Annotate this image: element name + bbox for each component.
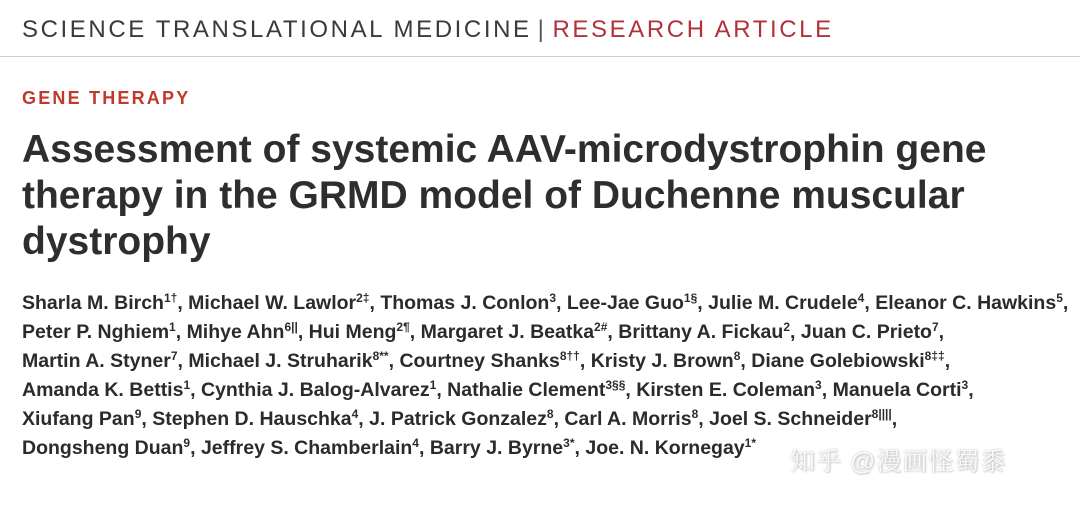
author-name: Nathalie Clement	[447, 379, 606, 401]
author-name: Hui Meng	[308, 321, 397, 343]
author-affiliation-mark: 1†	[163, 291, 178, 305]
author-name: Diane Golebiowski	[751, 350, 925, 372]
title-line: therapy in the GRMD model of Duchenne muscular	[22, 174, 965, 217]
author-affiliation-mark: 8**	[372, 349, 389, 363]
author-affiliation-mark: 3*	[563, 436, 575, 450]
author-name: Eleanor C. Hawkins	[875, 292, 1057, 314]
author-affiliation-mark: 9	[183, 436, 191, 450]
author-entry: Sharla M. Birch$^{1\dagger}$,	[22, 291, 183, 314]
article-type: RESEARCH ARTICLE	[552, 16, 834, 43]
author-entry: Juan C. Prieto$^7$,	[800, 320, 945, 343]
author-affiliation-mark: 7	[931, 320, 939, 334]
journal-header	[22, 14, 834, 46]
author-name: Margaret J. Beatka	[420, 321, 595, 343]
author-name: Kirsten E. Coleman	[636, 379, 816, 401]
section-label: GENE THERAPY	[22, 88, 191, 108]
author-affiliation-mark: 3	[961, 378, 969, 392]
author-affiliation-mark: 1§	[683, 291, 698, 305]
author-entry: Carl A. Morris$^8$,	[564, 407, 704, 430]
author-name: Courtney Shanks	[399, 350, 560, 372]
author-name: Dongsheng Duan	[22, 437, 184, 459]
author-entry: Eleanor C. Hawkins$^5$,	[875, 291, 1069, 314]
author-entry: Thomas J. Conlon$^3$,	[380, 291, 562, 314]
author-affiliation-mark: 1	[429, 378, 437, 392]
author-affiliation-mark: 6||	[284, 320, 298, 334]
author-affiliation-mark: 8||||	[871, 407, 892, 421]
author-name: Mihye Ahn	[186, 321, 285, 343]
author-affiliation-mark: 7	[170, 349, 178, 363]
author-name: J. Patrick Gonzalez	[369, 408, 547, 430]
author-name: Xiufang Pan	[22, 408, 135, 430]
author-list	[22, 289, 1072, 463]
author-affiliation-mark: 1	[169, 320, 176, 334]
author-name: Michael W. Lawlor	[188, 292, 357, 314]
author-affiliation-mark: 3§§	[605, 378, 626, 392]
author-entry: Stephen D. Hauschka$^4$,	[152, 407, 364, 430]
author-entry: Martin A. Styner$^7$,	[22, 349, 183, 372]
journal-name: SCIENCE TRANSLATIONAL MEDICINE	[22, 16, 532, 43]
author-name: Thomas J. Conlon	[380, 292, 550, 314]
author-affiliation-mark: 4	[351, 407, 359, 421]
author-name: Brittany A. Fickau	[618, 321, 784, 343]
author-affiliation-mark: 2#	[594, 320, 608, 334]
author-affiliation-mark: 5	[1056, 291, 1063, 305]
author-name: Michael J. Struharik	[188, 350, 373, 372]
author-name: Lee-Jae Guo	[566, 292, 684, 314]
author-entry: Brittany A. Fickau$^2$,	[618, 320, 796, 343]
author-entry: Michael W. Lawlor$^{2\ddagger}$,	[188, 291, 375, 314]
header-divider	[0, 56, 1080, 57]
author-name: Martin A. Styner	[22, 350, 171, 372]
author-affiliation-mark: 2¶	[396, 320, 410, 334]
author-entry: Cynthia J. Balog-Alvarez$^1$,	[200, 378, 442, 401]
author-name: Cynthia J. Balog-Alvarez	[200, 379, 430, 401]
author-entry: Kristy J. Brown$^8$,	[590, 349, 746, 372]
author-affiliation-mark: 8††	[559, 349, 580, 363]
author-affiliation-mark: 8‡‡	[924, 349, 945, 363]
author-entry: Manuela Corti$^3$,	[832, 378, 974, 401]
author-affiliation-mark: 9	[134, 407, 142, 421]
author-affiliation-mark: 8	[733, 349, 741, 363]
author-entry: Xiufang Pan$^9$,	[22, 407, 147, 430]
header-separator: |	[537, 16, 547, 43]
article-title	[22, 127, 1062, 265]
author-entry: Dongsheng Duan$^9$,	[22, 436, 196, 459]
author-entry: J. Patrick Gonzalez$^8$,	[369, 407, 559, 430]
author-name: Jeffrey S. Chamberlain	[200, 437, 413, 459]
author-affiliation-mark: 1*	[744, 436, 756, 450]
title-line: dystrophy	[22, 220, 211, 263]
author-entry: Michael J. Struharik$^{8**}$,	[188, 349, 395, 372]
title-line: Assessment of systemic AAV-microdystrophin gene	[22, 128, 987, 171]
author-affiliation-mark: 2	[783, 320, 791, 334]
author-entry: Barry J. Byrne$^{3*}$,	[429, 436, 580, 459]
author-affiliation-mark: 4	[412, 436, 419, 450]
author-affiliation-mark: 8	[546, 407, 554, 421]
author-entry: Joel S. Schneider$^{8||||}$,	[709, 407, 898, 430]
author-entry: Mihye Ahn$^{6||}$,	[186, 320, 304, 343]
watermark: 知乎 @漫画怪蜀黍	[790, 448, 1007, 476]
author-entry: Nathalie Clement$^{3\S\S}$,	[447, 378, 631, 401]
author-entry: Lee-Jae Guo$^{1\S}$,	[566, 291, 703, 314]
author-name: Stephen D. Hauschka	[152, 408, 352, 430]
author-name: Julie M. Crudele	[708, 292, 858, 314]
author-entry: Margaret J. Beatka$^{2\#}$,	[420, 320, 613, 343]
author-name: Kristy J. Brown	[590, 350, 734, 372]
author-entry: Peter P. Nghiem$^1$,	[22, 320, 182, 343]
author-name: Carl A. Morris	[564, 408, 692, 430]
author-name: Amanda K. Bettis	[22, 379, 184, 401]
author-name: Manuela Corti	[832, 379, 962, 401]
author-entry: Courtney Shanks$^{8\dagger\dagger}$,	[399, 349, 586, 372]
author-name: Peter P. Nghiem	[22, 321, 170, 343]
author-entry: Diane Golebiowski$^{8\ddagger\ddagger}$,	[751, 349, 951, 372]
author-entry	[585, 437, 756, 459]
author-name: Joel S. Schneider	[709, 408, 872, 430]
author-entry: Julie M. Crudele$^4$,	[708, 291, 870, 314]
author-name: Joe. N. Kornegay	[585, 437, 745, 459]
author-entry: Hui Meng$^{2\P}$,	[308, 320, 416, 343]
author-entry: Jeffrey S. Chamberlain$^4$,	[200, 436, 425, 459]
author-affiliation-mark: 3	[815, 378, 822, 392]
author-entry: Amanda K. Bettis$^1$,	[22, 378, 196, 401]
author-name: Juan C. Prieto	[800, 321, 932, 343]
author-name: Barry J. Byrne	[429, 437, 564, 459]
author-affiliation-mark: 4	[857, 291, 865, 305]
author-affiliation-mark: 3	[549, 291, 557, 305]
author-affiliation-mark: 1	[183, 378, 191, 392]
author-entry: Kirsten E. Coleman$^3$,	[636, 378, 828, 401]
author-name: Sharla M. Birch	[22, 292, 164, 314]
author-affiliation-mark: 8	[691, 407, 699, 421]
author-affiliation-mark: 2‡	[356, 291, 370, 305]
